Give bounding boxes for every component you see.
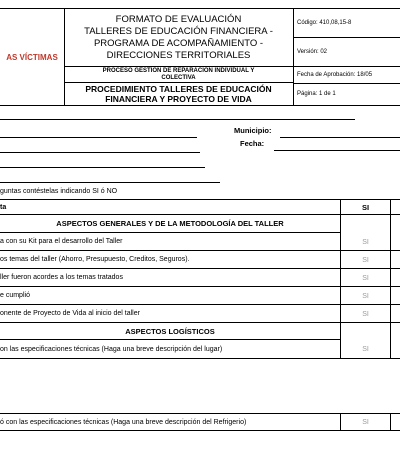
municipio-label: Municipio: <box>234 126 272 135</box>
code-cell <box>294 9 400 37</box>
si-cell[interactable]: SI <box>362 292 369 300</box>
row-question: onente de Proyecto de Vida al inicio del taller <box>0 310 140 317</box>
section-general: ASPECTOS GENERALES Y DE LA METODOLOGÍA DEL TALLER <box>0 215 341 233</box>
process-line-2: COLECTIVA <box>161 74 196 81</box>
logo <box>0 50 64 64</box>
si-cell[interactable]: SI <box>362 418 369 426</box>
process-label <box>64 67 293 82</box>
blank-line <box>0 182 220 183</box>
row-question: e cumplió <box>0 292 30 299</box>
title-line-4: DIRECCIONES TERRITORIALES <box>106 50 251 61</box>
si-cell[interactable]: SI <box>362 256 369 264</box>
row-question: os temas del taller (Ahorro, Presupuesto, Creditos, Seguros). <box>0 256 190 263</box>
si-cell[interactable]: SI <box>362 310 369 318</box>
page-cell <box>294 84 400 104</box>
approval-cell <box>294 67 400 83</box>
blank-line <box>0 152 200 153</box>
section-logistic: ASPECTOS LOGÍSTICOS <box>0 323 341 340</box>
row-question: ller fueron acordes a los temas tratados <box>0 274 123 281</box>
title-line-1: FORMATO DE EVALUACIÓN <box>115 14 242 25</box>
column-divider <box>390 413 391 431</box>
si-cell[interactable]: SI <box>362 274 369 282</box>
col-header-question: ta <box>0 204 7 211</box>
code-text: Código: 410,08,15-8 <box>297 20 352 26</box>
approval-text: Fecha de Aprobación: 18/05 <box>297 72 373 78</box>
fecha-label: Fecha: <box>240 139 265 148</box>
title-line-2: TALLERES DE EDUCACIÓN FINANCIERA - <box>84 26 273 37</box>
description-space[interactable] <box>0 359 400 413</box>
si-cell[interactable]: SI <box>362 238 369 246</box>
municipio-field[interactable] <box>280 137 400 138</box>
row-question: a con su Kit para el desarrollo del Taller <box>0 238 123 245</box>
fecha-field[interactable] <box>274 150 400 151</box>
blank-line <box>0 167 205 168</box>
process-line-1: PROCESO GESTIÓN DE REPARACIÓN INDIVIDUAL Y <box>102 67 255 74</box>
blank-line <box>0 119 355 120</box>
evaluation-table <box>0 199 400 438</box>
row-question: ó con las especificaciones técnicas (Haga una breve descripción del Refrigerio) <box>0 418 247 426</box>
procedure-line-2: FINANCIERA Y PROYECTO DE VIDA <box>105 94 252 104</box>
column-divider <box>340 413 341 431</box>
logo-text: AS VÍCTIMAS <box>6 52 58 62</box>
blank-line <box>0 137 197 138</box>
si-cell[interactable]: SI <box>362 346 369 353</box>
instructions-text: guntas contéstelas indicando SI ó NO <box>0 188 118 195</box>
version-text: Versión: 02 <box>297 49 328 55</box>
title-line-3: PROGRAMA DE ACOMPAÑAMIENTO - <box>93 38 264 49</box>
page-text: Página: 1 de 1 <box>297 91 336 97</box>
form-title <box>64 10 293 66</box>
col-header-si: SI <box>361 203 370 212</box>
version-cell <box>294 38 400 66</box>
procedure-label <box>64 83 293 105</box>
procedure-line-1: PROCEDIMIENTO TALLERES DE EDUCACIÓN <box>85 84 272 94</box>
row-question: on las especificaciones técnicas (Haga una breve descripción del lugar) <box>0 345 223 353</box>
